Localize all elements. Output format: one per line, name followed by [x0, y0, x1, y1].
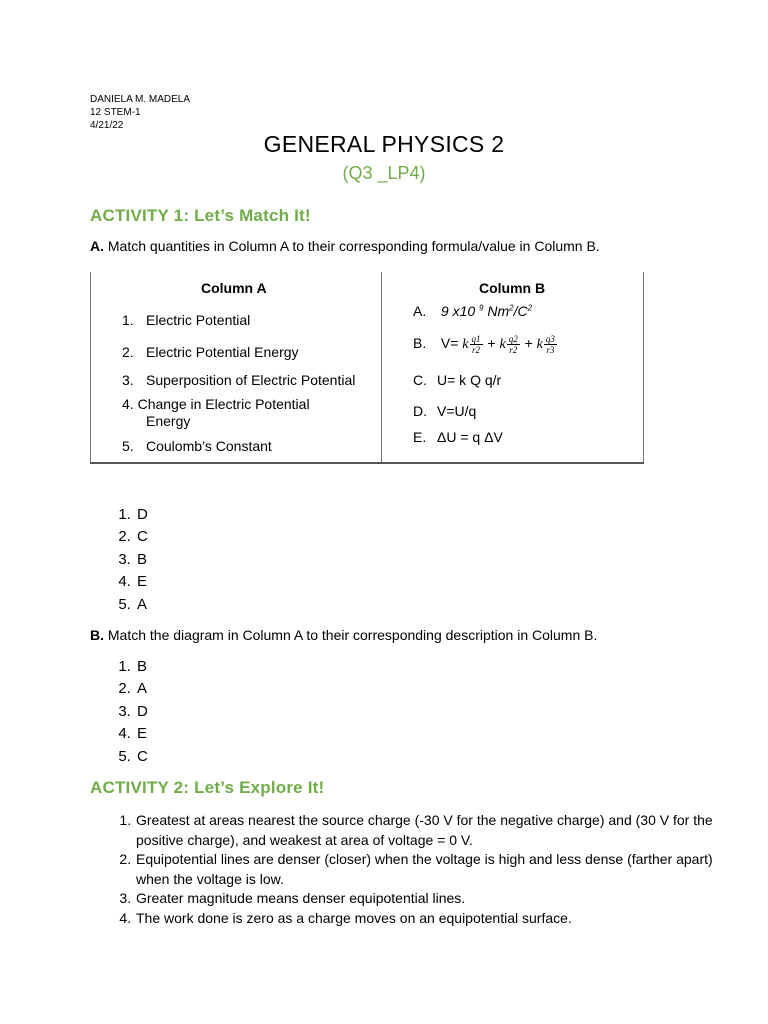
part-a-instruction [90, 238, 600, 254]
list-item: 1. D [135, 504, 148, 526]
column-a-item: 4. Change in Electric Potential [122, 396, 310, 412]
list-item: 4. The work done is zero as a charge moves on an equipotential surface. [135, 909, 725, 929]
document-date: 4/21/22 [90, 120, 124, 131]
column-a-item-continuation: Energy [146, 413, 191, 429]
activity2-heading: ACTIVITY 2: Let’s Explore It! [90, 778, 325, 797]
list-item: 3. Greater magnitude means denser equipotential lines. [135, 889, 725, 909]
list-item: 2. C [135, 526, 148, 548]
list-item: 1. Greatest at areas nearest the source charge (-30 V for the negative charge) and (30 V for the positive charge), and weakest at area of voltage = 0 V. [135, 811, 725, 850]
column-a-item: 1. Electric Potential [122, 312, 251, 328]
column-b-header: Column B [479, 280, 546, 296]
list-item: 3. D [135, 701, 148, 723]
list-item: 5. A [135, 594, 148, 616]
list-item: 5. C [135, 746, 148, 768]
column-b-item: D. V=U/q [413, 403, 477, 419]
student-section: 12 STEM-1 [90, 107, 141, 118]
answers-part-b [90, 656, 148, 768]
column-b-item: A. 9 x10 $^9$ $Nm^2/C^2$ [413, 303, 533, 319]
part-b-letter: B. [90, 627, 104, 643]
part-a-letter: A. [90, 238, 104, 254]
list-item: 2. Equipotential lines are denser (closer) when the voltage is high and less dense (farther apart) when the voltage is low. [135, 850, 725, 889]
column-a-header: Column A [201, 280, 267, 296]
part-b-instruction [90, 627, 597, 643]
explore-answers [90, 811, 725, 928]
column-b-item: B. V= k $\frac{q1}{r2}$ + k $\frac{q2}{r2}$ + k $\frac{q3}{r3}$ [413, 334, 555, 355]
list-item: 3. B [135, 549, 148, 571]
column-b-item: E. ΔU = q ΔV [413, 429, 503, 445]
part-b-text: Match the diagram in Column A to their corresponding description in Column B. [104, 627, 598, 643]
column-a-item: 5. Coulomb’s Constant [122, 438, 272, 454]
list-item: 2. A [135, 678, 148, 700]
list-item: 1. B [135, 656, 148, 678]
student-name: DANIELA M. MADELA [90, 94, 191, 105]
column-b-item: C. U= k Q q/r [413, 372, 502, 388]
column-a-item: 2. Electric Potential Energy [122, 344, 299, 360]
part-a-text: Match quantities in Column A to their corresponding formula/value in Column B. [107, 238, 600, 254]
list-item: 4. E [135, 723, 148, 745]
list-item: 4. E [135, 571, 148, 593]
page-subtitle: (Q3 _LP4) [342, 163, 426, 183]
answers-part-a [90, 504, 148, 616]
matching-table [90, 272, 644, 464]
page-title: GENERAL PHYSICS 2 [263, 131, 505, 157]
activity1-heading: ACTIVITY 1: Let’s Match It! [90, 206, 311, 225]
column-a-item: 3. Superposition of Electric Potential [122, 372, 356, 388]
